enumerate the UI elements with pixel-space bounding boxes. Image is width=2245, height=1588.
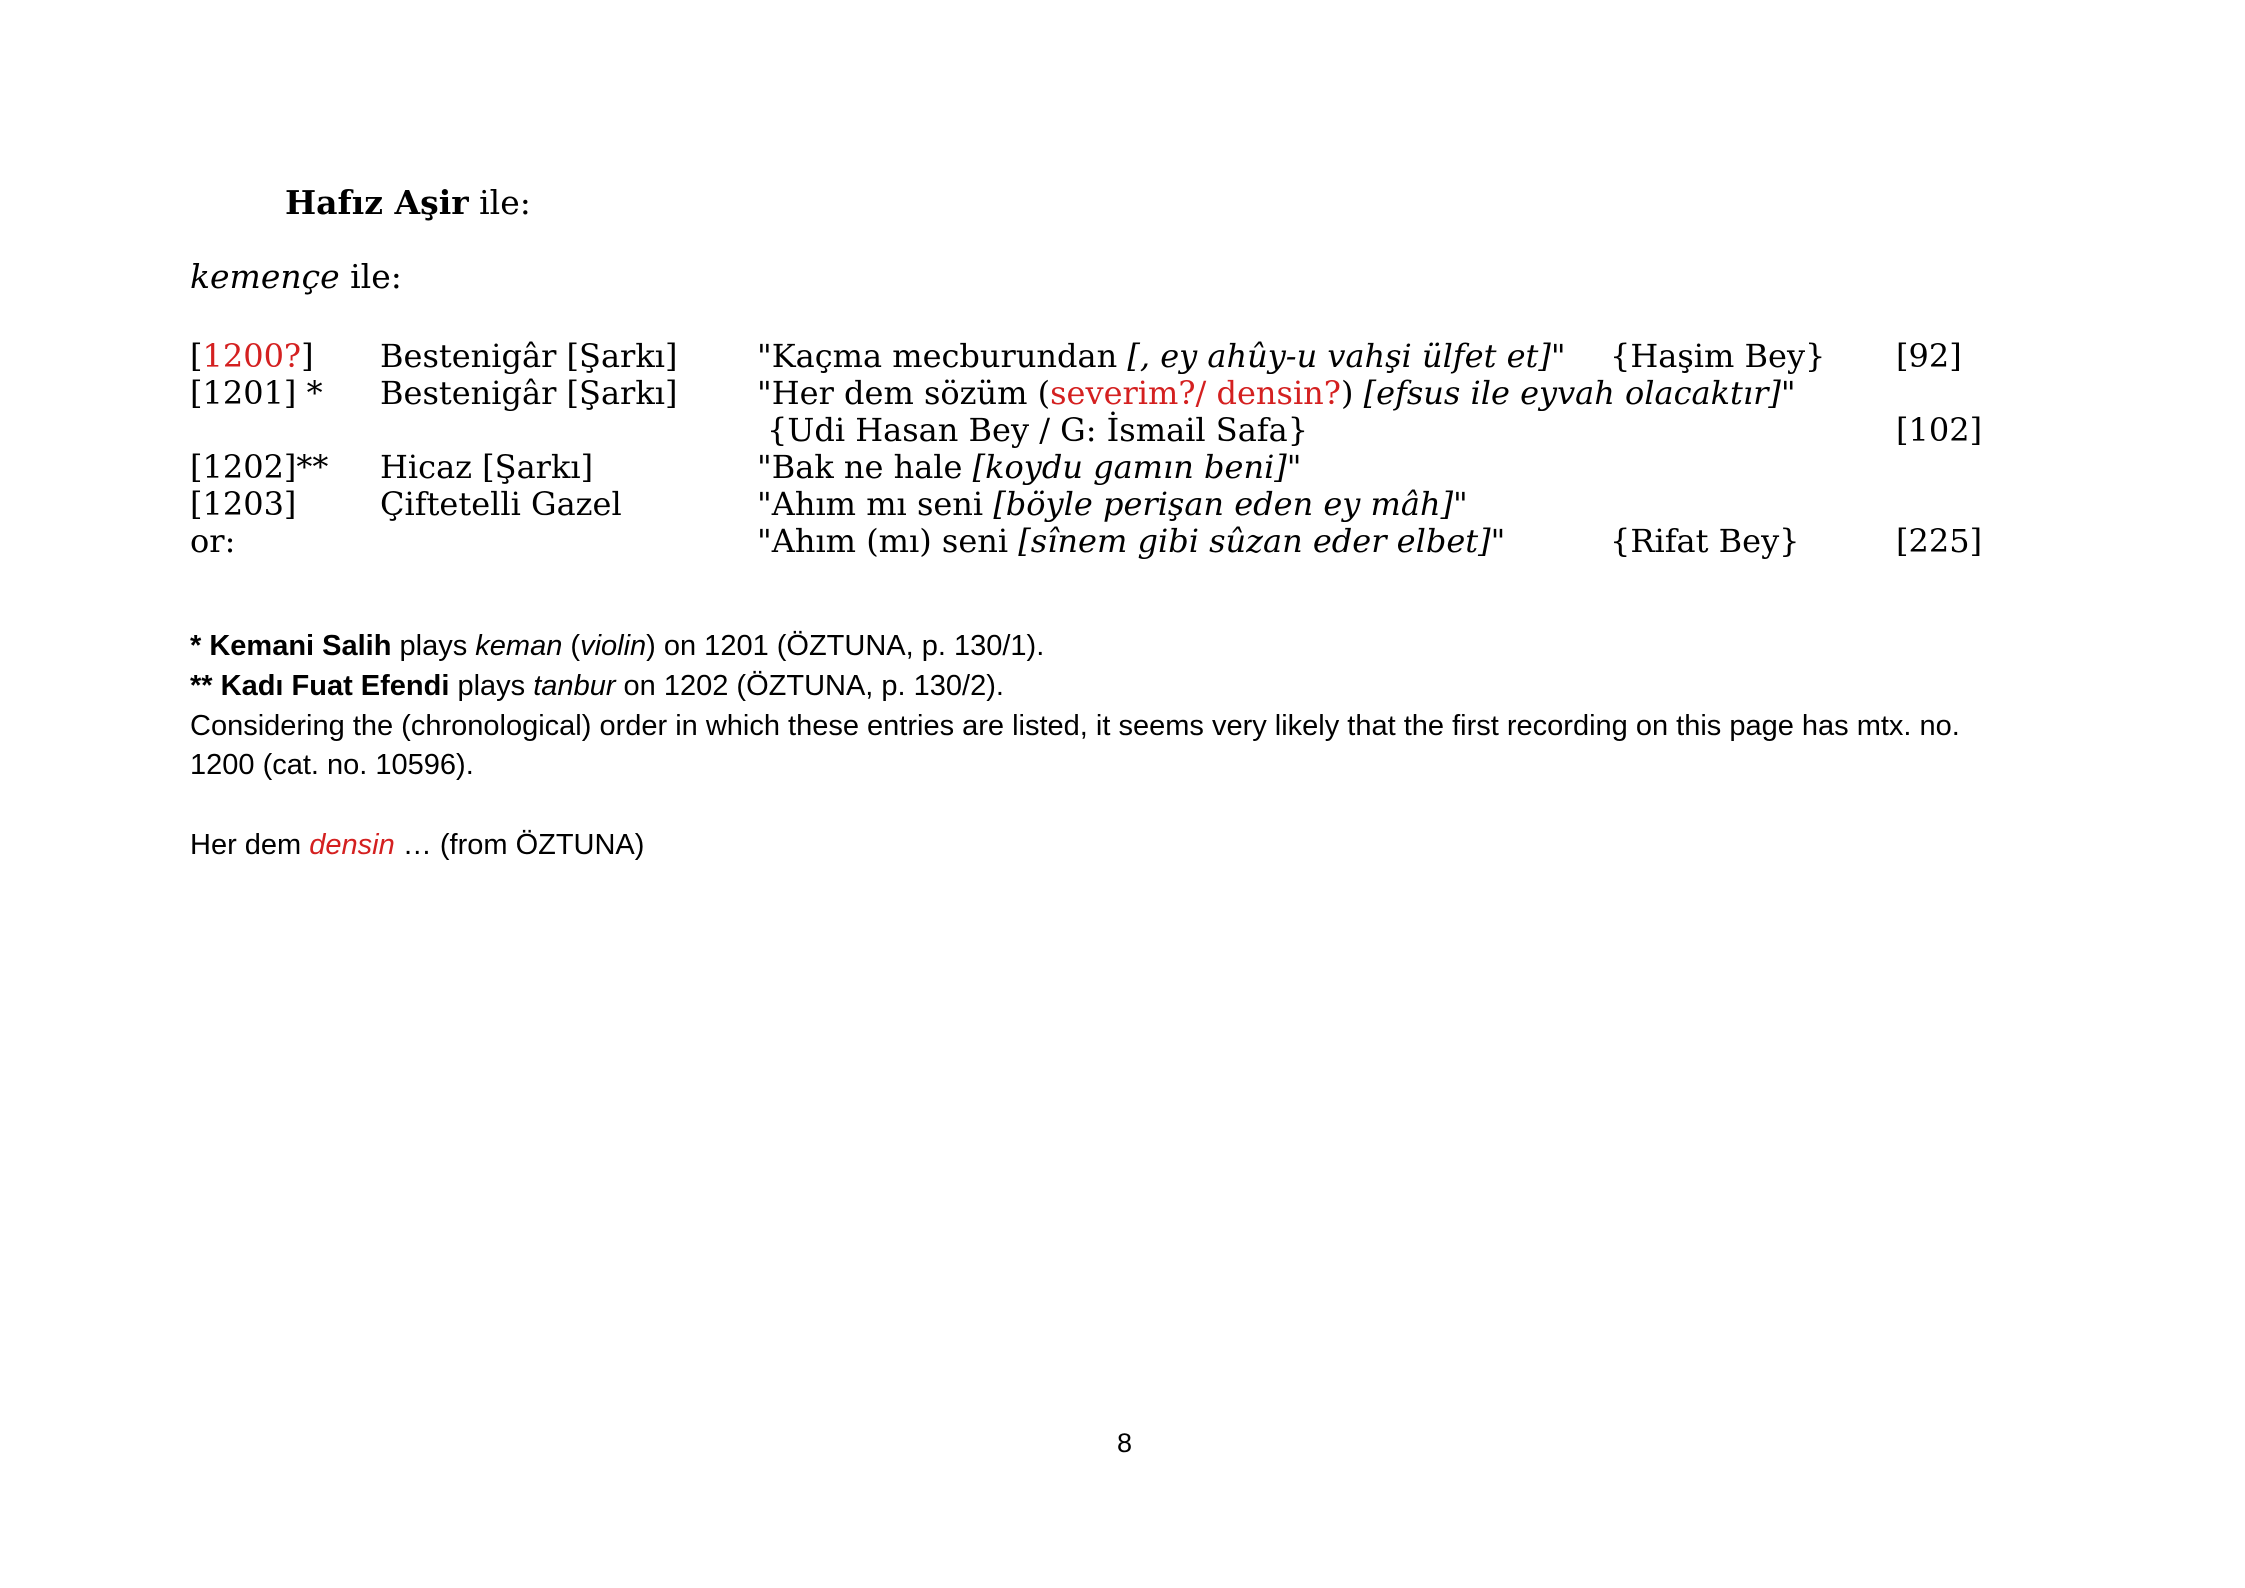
performer-name: Hafız Aşir [285, 183, 469, 222]
lyrics: "Ahım mı seni [böyle perişan eden ey mâh]" [757, 485, 1468, 523]
matrix-number: [1202]** [190, 448, 329, 486]
matrix-number: [1203] [190, 485, 297, 523]
instrument-name: kemençe [190, 257, 340, 296]
instrument-suffix: ile: [339, 257, 402, 296]
note-lyric-variant: Her dem densin … (from ÖZTUNA) [190, 829, 645, 861]
composer: {Haşim Bey} [1610, 337, 1826, 375]
composer: {Rifat Bey} [1610, 522, 1800, 560]
heading-suffix: ile: [468, 183, 531, 222]
makam-form: Çiftetelli Gazel [380, 485, 622, 523]
matrix-number: or: [190, 522, 236, 560]
section-heading [285, 183, 531, 222]
makam-form: Bestenigâr [Şarkı] [380, 337, 678, 375]
composer: {Udi Hasan Bey / G: İsmail Safa} [767, 411, 1309, 449]
page-number: 8 [1117, 1428, 1133, 1458]
lyrics: "Her dem sözüm (severim?/ densin?) [efsus ile eyvah olacaktır]" [757, 374, 1796, 412]
footnote: ** Kadı Fuat Efendi plays tanbur on 1202 (ÖZTUNA, p. 130/2). [190, 670, 1004, 702]
lyrics: "Bak ne hale [koydu gamın beni]" [757, 448, 1302, 486]
note-paragraph: Considering the (chronological) order in which these entries are listed, it seems very likely that the first recording on this page has mtx. no. [190, 710, 1960, 742]
lyrics: "Ahım (mı) seni [sînem gibi sûzan eder elbet]" [757, 522, 1506, 560]
matrix-number: [1200?] [190, 337, 314, 375]
footnote: * Kemani Salih plays keman (violin) on 1201 (ÖZTUNA, p. 130/1). [190, 630, 1045, 662]
note-paragraph-continued: 1200 (cat. no. 10596). [190, 749, 474, 781]
reference-number: [102] [1896, 411, 1983, 449]
matrix-number: [1201] * [190, 374, 323, 412]
reference-number: [92] [1896, 337, 1962, 375]
makam-form: Hicaz [Şarkı] [380, 448, 594, 486]
makam-form: Bestenigâr [Şarkı] [380, 374, 678, 412]
lyrics: "Kaçma mecburundan [, ey ahûy-u vahşi ülfet et]" [757, 337, 1566, 375]
instrument-heading [190, 257, 402, 296]
reference-number: [225] [1896, 522, 1983, 560]
